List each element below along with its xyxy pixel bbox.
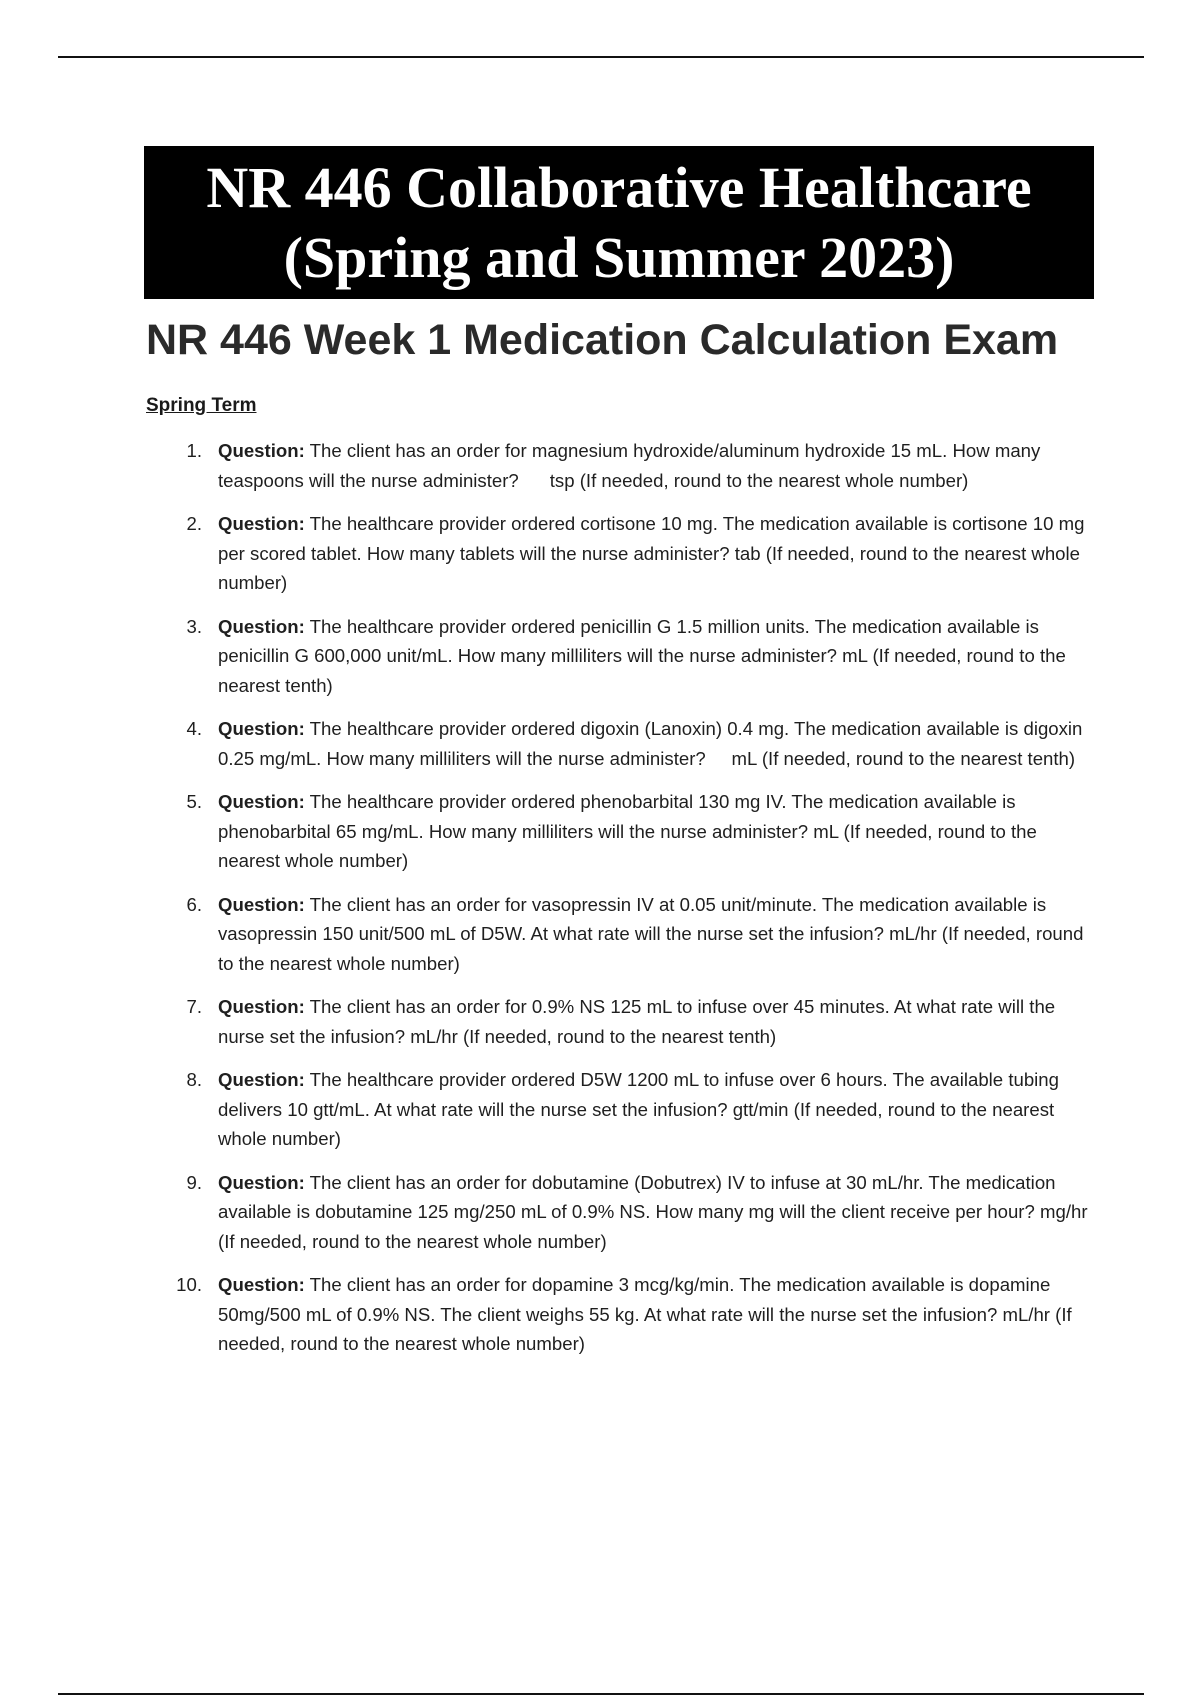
- question-text: The healthcare provider ordered cortisone 10 mg. The medication available is cortisone 10 mg per scored tablet. How many tablets will the nurse administer? tab (If needed, round to the nearest whole number): [218, 513, 1085, 593]
- exam-title: NR 446 Week 1 Medication Calculation Exam: [146, 316, 1059, 364]
- question-number: 2.: [186, 513, 202, 534]
- top-rule: [58, 56, 1144, 58]
- question-item: [170, 890, 1100, 979]
- question-item: [170, 1270, 1100, 1359]
- question-label: Question:: [218, 513, 305, 534]
- question-number: 6.: [186, 893, 202, 915]
- course-title-line-2: (Spring and Summer 2023): [283, 224, 955, 290]
- question-number: 8.: [186, 1069, 202, 1090]
- question-text: The client has an order for vasopressin IV at 0.05 unit/minute. The medication available is vasopressin 150 unit/500 mL of D5W. At what rate will the nurse set the infusion? mL/hr (If needed, round to the nearest whole number): [218, 893, 1084, 974]
- question-number: 5.: [186, 791, 202, 812]
- question-item: [170, 787, 1100, 876]
- term-label: Spring Term: [146, 395, 257, 416]
- question-text: The client has an order for 0.9% NS 125 mL to infuse over 45 minutes. At what rate will the nurse set the infusion? mL/hr (If needed, round to the nearest tenth): [218, 996, 1056, 1047]
- question-label: Question:: [218, 615, 305, 637]
- question-item: [170, 1065, 1100, 1154]
- question-item: [170, 714, 1100, 773]
- question-text: The client has an order for dopamine 3 mcg/kg/min. The medication available is dopamine 50mg/500 mL of 0.9% NS. The client weighs 55 kg. At what rate will the nurse set the infusion? mL/hr (If needed, round to the nearest whole number): [218, 1274, 1072, 1354]
- question-text: The client has an order for dobutamine (Dobutrex) IV to infuse at 30 mL/hr. The medication available is dobutamine 125 mg/250 mL of 0.9% NS. How many mg will the client receive per hour? mg/hr (If needed, round to the nearest whole number): [218, 1171, 1088, 1252]
- question-label: Question:: [218, 1069, 305, 1090]
- question-label: Question:: [218, 1171, 305, 1193]
- question-text: The healthcare provider ordered digoxin (Lanoxin) 0.4 mg. The medication available is digoxin 0.25 mg/mL. How many milliliters will the nurse administer? mL (If needed, round to the nearest tenth): [218, 718, 1083, 769]
- question-label: Question:: [218, 1274, 305, 1295]
- question-item: [170, 436, 1100, 495]
- course-title-line-1: NR 446 Collaborative Healthcare: [206, 154, 1032, 220]
- question-text: The healthcare provider ordered penicillin G 1.5 million units. The medication available is penicillin G 600,000 unit/mL. How many milliliters will the nurse administer? mL (If needed, round to the nearest tenth): [218, 615, 1066, 696]
- question-item: [170, 612, 1100, 701]
- bottom-rule: [58, 1693, 1144, 1695]
- question-label: Question:: [218, 791, 305, 812]
- question-label: Question:: [218, 893, 305, 915]
- question-label: Question:: [218, 440, 305, 461]
- question-text: The healthcare provider ordered D5W 1200 mL to infuse over 6 hours. The available tubing delivers 10 gtt/mL. At what rate will the nurse set the infusion? gtt/min (If needed, round to the nearest whole number): [218, 1069, 1059, 1149]
- question-number: 3.: [186, 615, 202, 637]
- question-item: [170, 509, 1100, 598]
- question-list: [170, 436, 1100, 1373]
- question-text: The client has an order for magnesium hydroxide/aluminum hydroxide 15 mL. How many teaspoons will the nurse administer? tsp (If needed, round to the nearest whole number): [218, 440, 1041, 491]
- question-text: The healthcare provider ordered phenobarbital 130 mg IV. The medication available is phenobarbital 65 mg/mL. How many milliliters will the nurse administer? mL (If needed, round to the nearest whole number): [218, 791, 1037, 871]
- question-item: [170, 992, 1100, 1051]
- question-number: 1.: [186, 440, 202, 461]
- question-label: Question:: [218, 718, 305, 739]
- question-number: 9.: [186, 1171, 202, 1193]
- question-number: 4.: [186, 718, 202, 739]
- question-number: 10.: [176, 1274, 202, 1295]
- question-number: 7.: [186, 996, 202, 1017]
- question-item: [170, 1168, 1100, 1257]
- course-title-banner: [144, 146, 1094, 299]
- question-label: Question:: [218, 996, 305, 1017]
